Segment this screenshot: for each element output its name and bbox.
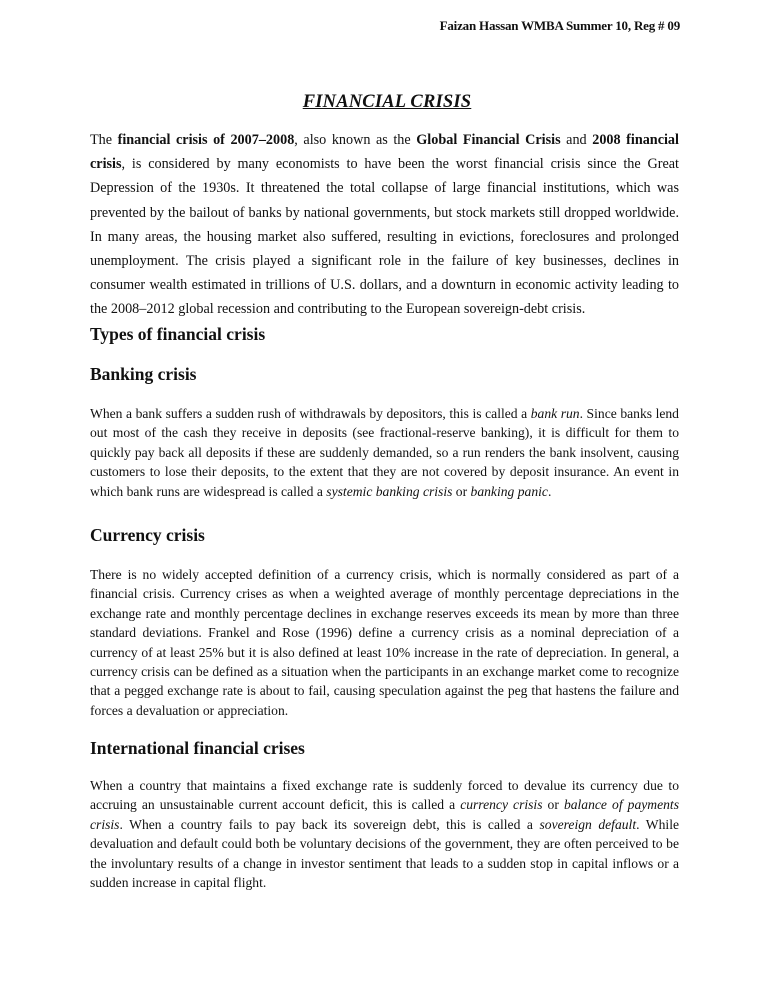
currency-crisis-heading: Currency crisis [90, 525, 205, 545]
intro-text-3: and [560, 132, 593, 148]
intro-bold-1: financial crisis of 2007–2008 [117, 132, 295, 148]
banking-italic-1: bank run [530, 406, 580, 421]
types-heading: Types of financial crisis [90, 324, 266, 344]
intro-bold-3: 2008 financial crisis [90, 132, 679, 173]
international-crises-heading: International financial crises [90, 738, 305, 758]
intl-text-2: or [542, 797, 564, 813]
intl-italic-3: sovereign default [539, 816, 637, 832]
intro-text-2: , also known as the [294, 132, 417, 148]
currency-crisis-paragraph: There is no widely accepted definition of a currency crisis, which is normally considered as part of a financial crisis. Currency crises as when a weighted average of monthly percentage depreciations in the exchange rate and monthly percentage declines in exchange reserves exceeds its mean by more than three standard deviations. Frankel and Rose (1996) define a currency crisis as a nominal depreciation of a currency of at least 25% but it is also defined at least 10% increase in the rate of depreciation. In general, a currency crisis can be defined as a situation when the participants in an exchange market come to recognize that a pegged exchange rate is about to fail, causing speculation against the peg that hastens the failure and forces a devaluation or appreciation. [90, 567, 679, 718]
banking-crisis-paragraph [90, 404, 679, 501]
intl-text-3: . When a country fails to pay back its sovereign debt, this is called a [119, 816, 540, 832]
intro-paragraph [90, 128, 679, 322]
banking-text-3: or [452, 483, 471, 499]
intl-text-4: . While devaluation and default could both be voluntary decisions of the government, they are often perceived to be the involuntary results of a change in investor sentiment that leads to a sudden stop in capital inflows or a sudden increase in capital flight. [90, 816, 680, 891]
author-header: Faizan Hassan WMBA Summer 10, Reg # 09 [439, 18, 680, 33]
intro-text-4: , is considered by many economists to have been the worst financial crisis since the Great Depression of the 1930s. It threatened the total collapse of large financial institutions, which was prevented by the bailout of banks by national governments, but stock markets still dropped worldwide. In many areas, the housing market also suffered, resulting in evictions, foreclosures and prolonged unemployment. The crisis played a significant role in the failure of key businesses, declines in consumer wealth estimated in trillions of U.S. dollars, and a downturn in economic activity leading to the 2008–2012 global recession and contributing to the European sovereign-debt crisis. [90, 156, 679, 318]
banking-italic-2: systemic banking crisis [326, 483, 453, 499]
intro-bold-2: Global Financial Crisis [416, 132, 561, 148]
banking-italic-3: banking panic [470, 483, 548, 499]
international-crises-paragraph [90, 776, 679, 892]
banking-crisis-heading: Banking crisis [90, 364, 197, 384]
banking-text-1: When a bank suffers a sudden rush of withdrawals by depositors, this is called a [90, 406, 531, 421]
banking-text-4: . [547, 483, 552, 499]
intl-italic-1: currency crisis [460, 797, 543, 813]
intro-text-1: The [90, 132, 118, 148]
intl-text-1: When a country that maintains a fixed exchange rate is suddenly forced to devalue its currency due to accruing an unsustainable current account deficit, this is called a [90, 778, 679, 813]
page-title: FINANCIAL CRISIS [302, 92, 472, 112]
intl-italic-2: balance of payments crisis [90, 797, 679, 832]
banking-text-2: . Since banks lend out most of the cash they receive in deposits (see fractional-reserve banking), it is difficult for them to quickly pay back all deposits if these are suddenly demanded, so a run renders the bank insolvent, causing customers to lose their deposits, to the extent that they are not covered by deposit insurance. An event in which bank runs are widespread is called a [90, 406, 679, 499]
